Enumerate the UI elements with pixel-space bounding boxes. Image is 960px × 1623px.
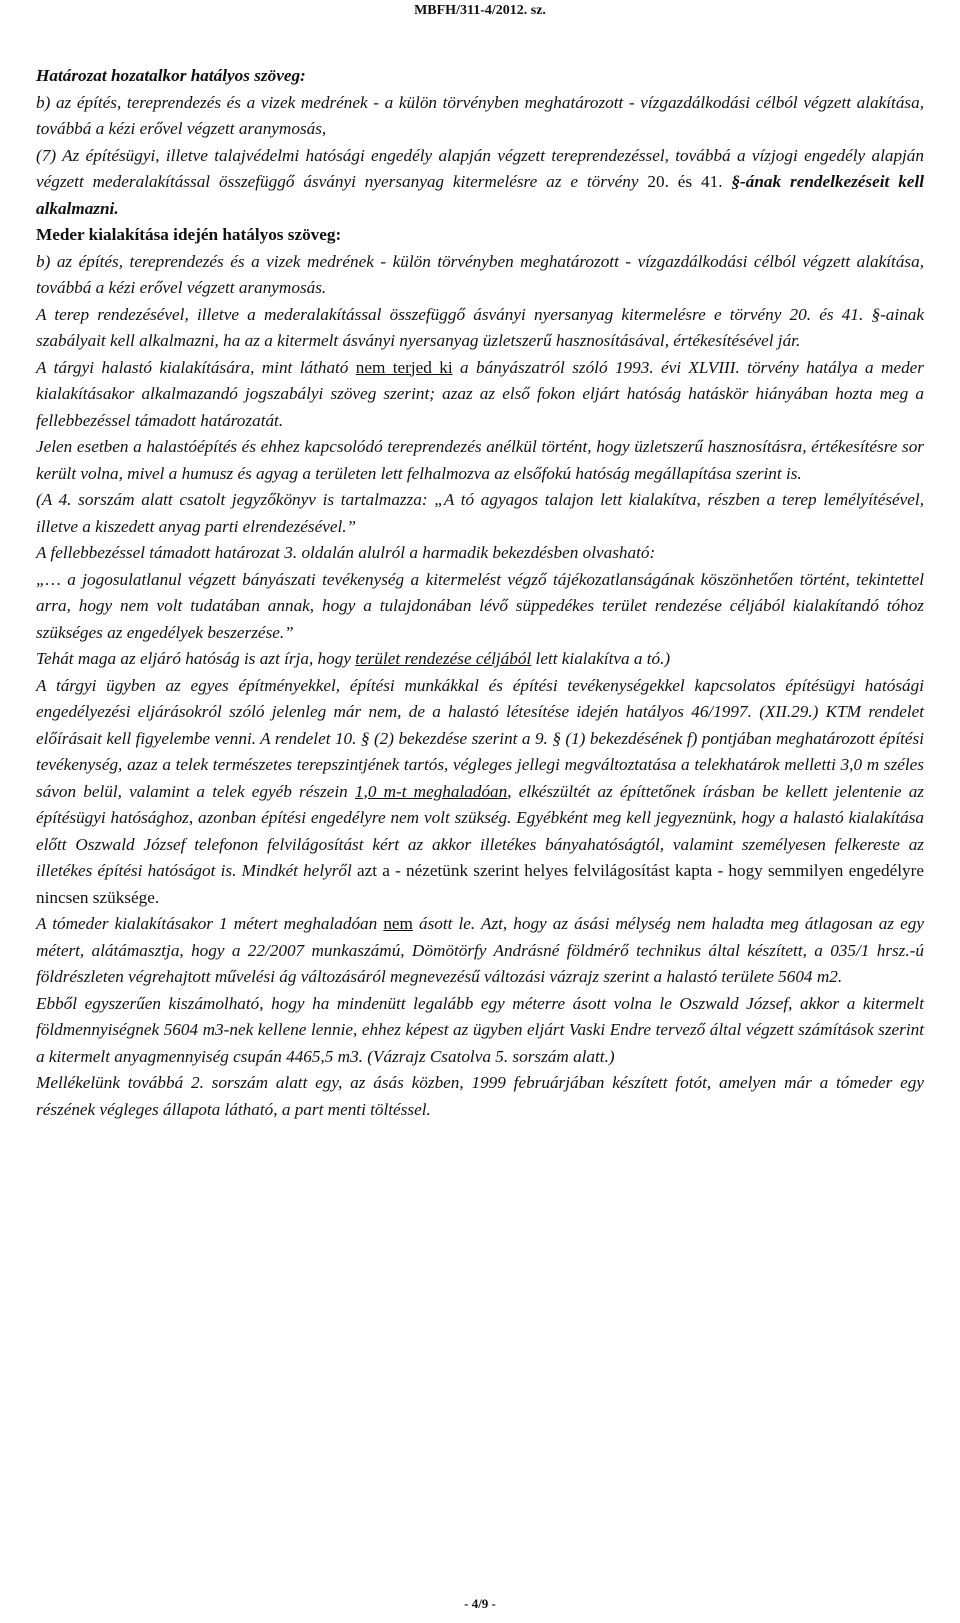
document-number-header: MBFH/311-4/2012. sz. (414, 3, 546, 18)
paragraph-protocol: (A 4. sorszám alatt csatolt jegyzőkönyv is tartalmazza: „A tó agyagos talajon lett kialakítva, részben a terep lemélyítésével, illetve a kiszedett anyag parti elrendezésével.” (36, 490, 924, 536)
paragraph-contested-decision: A fellebbezéssel támadott határozat 3. oldalán alulról a harmadik bekezdésben olvasható: (36, 543, 656, 562)
document-body (36, 63, 924, 1123)
paragraph-authority-writes: Tehát maga az eljáró hatóság is azt írja, hogy terület rendezése céljából lett kialakítva a tó.) (36, 649, 671, 668)
paragraph-quote-7: (7) Az építésügyi, illetve talajvédelmi hatósági engedély alapján végzett tereprendezéssel, továbbá a vízjogi engedély alapján végzett mederalakítással összefüggő ásványi nyersanyag kitermelésre az e törvény 20. és 41. §-ának rendelkezéseit kell alkalmazni. (36, 145, 924, 218)
page-number-footer: - 4/9 - (464, 1596, 496, 1611)
paragraph-citation: „… a jogosulatlanul végzett bányászati tevékenység a kitermelést végző tájékozatlanságának köszönhetően történt, tekintettel arra, hogy nem volt tudatában annak, hogy a tulajdonában lévő süppedékes terület rendezése céljából kialakítandó tóhoz szükséges az engedélyek beszerzése.” (36, 569, 924, 642)
paragraph-ktm-regulation: A tárgyi ügyben az egyes építményekkel, építési munkákkal és építési tevékenységekkel kapcsolatos építésügyi hatósági engedélyezési eljárásokról szóló jelenleg már nem, de a halastó létesítése idején hatályos 46/1997. (XII.29.) KTM rendelet előírásait kell figyelembe venni. A rendelet 10. § (2) bekezdése szerint a 9. § (1) bekezdésének f) pontjában meghatározott építési tevékenység, azaz a telek természetes terepszintjének tartós, végleges jellegi megváltoztatása a telekhatárok melletti 3,0 m széles sávon belül, valamint a telek egyéb részein 1,0 m-t meghaladóan, elkészültét az építtetőnek írásban be kellett jelentenie az építésügyi hatósághoz, azonban építési engedélyre nem volt szükség. Egyébként meg kell jegyeznünk, hogy a halastó kialakítása előtt Oszwald József telefonon felvilágosítást kért az akkor illetékes bányahatóságtól, valamint személyesen felkereste az illetékes építési hatóságot is. Mindkét helyről azt a - nézetünk szerint helyes felvilágosítást kapta - hogy semmilyen engedélyre nincsen szüksége. (36, 675, 924, 907)
paragraph-quote-b: b) az építés, tereprendezés és a vizek medrének - a külön törvényben meghatározott - vízgazdálkodási célból végzett alakítása, továbbá a kézi erővel végzett aranymosás, (36, 92, 924, 138)
paragraph-quote-b2: b) az építés, tereprendezés és a vizek medrének - külön törvényben meghatározott - vízgazdálkodási célból végzett alakítása, továbbá a kézi erővel végzett aranymosás. (36, 251, 924, 297)
section-heading-riverbed: Meder kialakítása idején hatályos szöveg: (36, 225, 342, 244)
paragraph-calculation: Ebből egyszerűen kiszámolható, hogy ha mindenütt legalább egy méterre ásott volna le Oszwald József, akkor a kitermelt földmennyiségnek 5604 m3-nek kellene lennie, ehhez képest az ügyben eljárt Vaski Endre tervező által végzett számítások szerint a kitermelt anyagmennyiség csupán 4465,5 m3. (Vázrajz Csatolva 5. sorszám alatt.) (36, 993, 924, 1066)
paragraph-attachment: Mellékelünk továbbá 2. sorszám alatt egy, az ásás közben, 1999 februárjában készített fotót, amelyen már a tómeder egy részének végleges állapota látható, a part menti töltéssel. (36, 1073, 924, 1119)
paragraph-terrain: A terep rendezésével, illetve a mederalakítással összefüggő ásványi nyersanyag kitermelésre e törvény 20. és 41. §-ainak szabályait kell alkalmazni, ha az a kitermelt ásványi nyersanyag üzletszerű hasznosításával, értékesítésével jár. (36, 304, 924, 350)
paragraph-current-case: Jelen esetben a halastóépítés és ehhez kapcsolódó tereprendezés anélkül történt, hogy üzletszerű hasznosításra, értékesítésre sor került volna, mivel a humusz és agyag a területen lett felhalmozva az elsőfokú hatóság megállapítása szerint is. (36, 437, 924, 483)
paragraph-depth: A tómeder kialakításakor 1 métert meghaladóan nem ásott le. Azt, hogy az ásási mélység nem haladta meg átlagosan az egy métert, alátámasztja, hogy a 22/2007 munkaszámú, Dömötörfy Andrásné földmérő technikus által készített, a 035/1 hrsz.-ú földrészleten végrehajtott művelési ág változásáról megnevezésű változási vázrajz szerint a halastó területe 5604 m2. (36, 914, 924, 986)
section-heading-decision-time: Határozat hozatalkor hatályos szöveg: (36, 66, 306, 85)
paragraph-fishpond-scope: A tárgyi halastó kialakítására, mint látható nem terjed ki a bányászatról szóló 1993. évi XLVIII. törvény hatálya a meder kialakításakor alkalmazandó jogszabályi szöveg szerint; azaz az első fokon eljárt hatóság hatáskör hiányában hozta meg a fellebbezéssel támadott határozatát. (36, 357, 924, 430)
